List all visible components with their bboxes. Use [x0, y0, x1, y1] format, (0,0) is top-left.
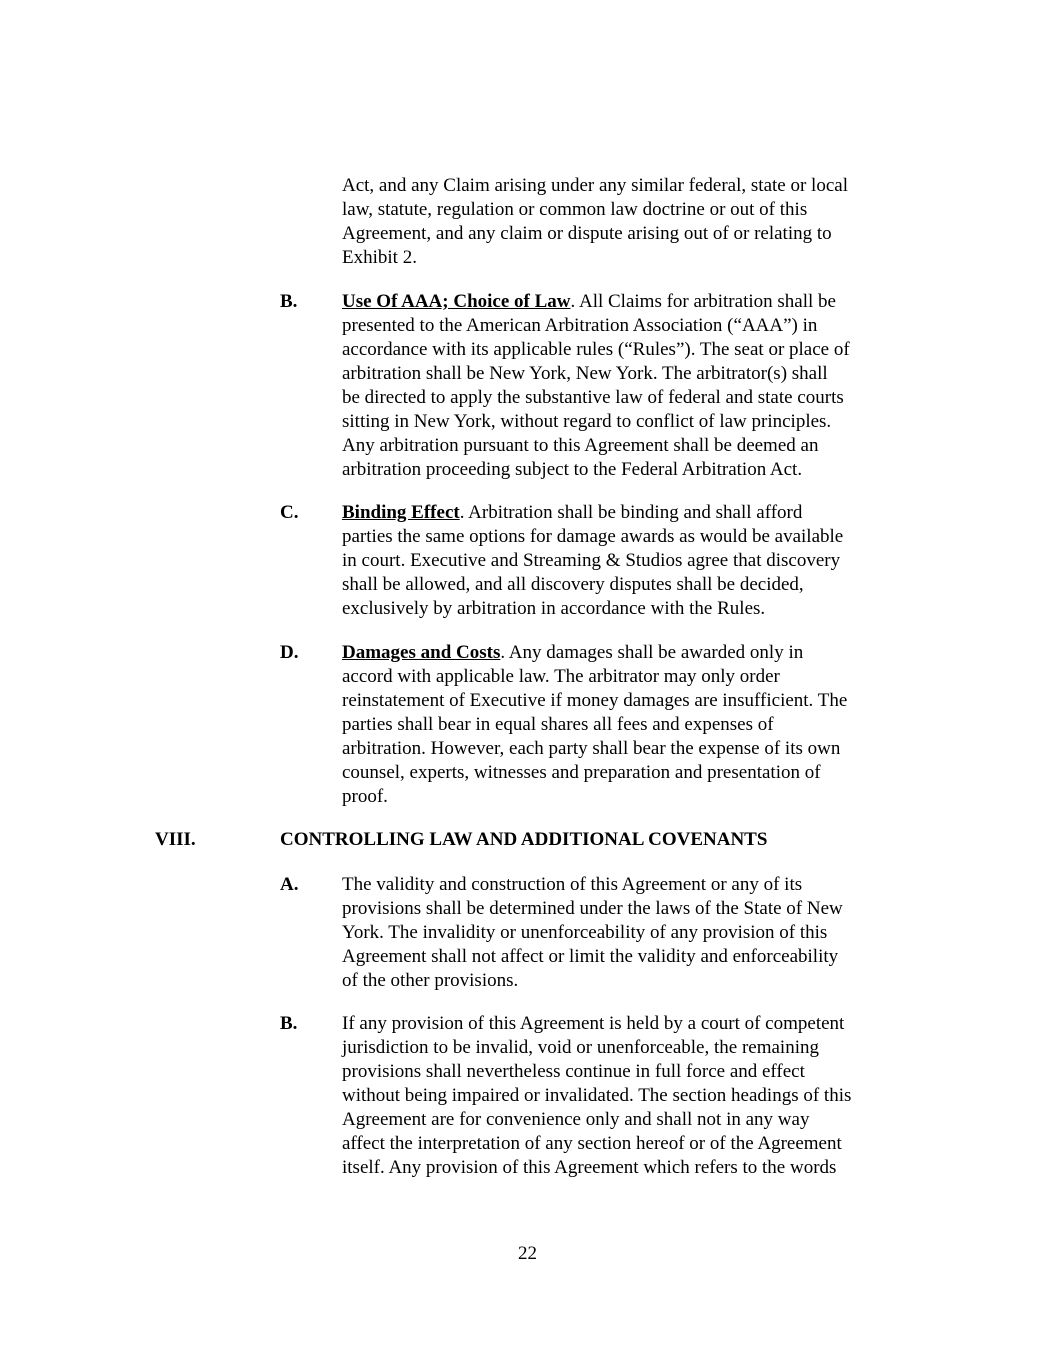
clause-text: . Arbitration shall be binding and shall afford: [459, 502, 803, 523]
clause-b-aaa-choice-of-law: [342, 290, 850, 482]
clause-body: [342, 665, 847, 809]
section-title: CONTROLLING LAW AND ADDITIONAL COVENANTS: [280, 829, 768, 850]
text-line: law, statute, regulation or common law doctrine or out of this: [342, 199, 808, 220]
text-line: Agreement shall not affect or limit the validity and enforceability: [342, 946, 839, 967]
text-line: in court. Executive and Streaming & Studios agree that discovery: [342, 550, 841, 571]
clause-label-a: A.: [280, 874, 299, 895]
text-line: reinstatement of Executive if money damages are insufficient. The: [342, 690, 848, 711]
text-line: Agreement, and any claim or dispute arising out of or relating to: [342, 223, 832, 244]
text-line: arbitration shall be New York, New York. The arbitrator(s) shall: [342, 363, 828, 384]
section-number: VIII.: [155, 829, 196, 850]
clause-heading: Use Of AAA; Choice of Law: [342, 291, 571, 312]
clause-viii-b: [342, 1012, 851, 1180]
text-line: The validity and construction of this Agreement or any of its: [342, 874, 803, 895]
clause-c-binding-effect: [342, 501, 843, 621]
clause-heading: Damages and Costs: [342, 642, 501, 663]
text-line: affect the interpretation of any section hereof or of the Agreement: [342, 1133, 842, 1154]
text-line: York. The invalidity or unenforceability of any provision of this: [342, 922, 828, 943]
clause-body: [342, 525, 843, 621]
clause-label-c: C.: [280, 502, 299, 523]
text-line: jurisdiction to be invalid, void or unenforceable, the remaining: [342, 1037, 819, 1058]
clause-text: . Any damages shall be awarded only in: [500, 642, 804, 663]
text-line: exclusively by arbitration in accordance with the Rules.: [342, 598, 766, 619]
text-line: Agreement are for convenience only and shall not in any way: [342, 1109, 810, 1130]
text-line: parties shall bear in equal shares all fees and expenses of: [342, 714, 774, 735]
clause-label-b: B.: [280, 291, 298, 312]
text-line: accordance with its applicable rules (“Rules”). The seat or place of: [342, 339, 850, 360]
clause-heading: Binding Effect: [342, 502, 460, 523]
text-line: Any arbitration pursuant to this Agreement shall be deemed an: [342, 435, 819, 456]
text-line: parties the same options for damage awards as would be available: [342, 526, 844, 547]
text-line: without being impaired or invalidated. The section headings of this: [342, 1085, 852, 1106]
text-line: shall be allowed, and all discovery disputes shall be decided,: [342, 574, 804, 595]
text-line: be directed to apply the substantive law of federal and state courts: [342, 387, 844, 408]
continuation-paragraph: [342, 174, 848, 270]
text-line: provisions shall nevertheless continue in full force and effect: [342, 1061, 805, 1082]
page-number: 22: [518, 1243, 537, 1264]
text-line: arbitration. However, each party shall bear the expense of its own: [342, 738, 841, 759]
text-line: Exhibit 2.: [342, 247, 417, 268]
clause-body: [342, 314, 850, 482]
text-line: Act, and any Claim arising under any similar federal, state or local: [342, 175, 848, 196]
clause-label-b: B.: [280, 1013, 298, 1034]
text-line: of the other provisions.: [342, 970, 519, 991]
clause-label-d: D.: [280, 642, 299, 663]
clause-viii-a: [342, 873, 843, 993]
text-line: If any provision of this Agreement is held by a court of competent: [342, 1013, 845, 1034]
text-line: sitting in New York, without regard to conflict of law principles.: [342, 411, 832, 432]
clause-text: . All Claims for arbitration shall be: [570, 291, 836, 312]
text-line: arbitration proceeding subject to the Federal Arbitration Act.: [342, 459, 803, 480]
text-line: accord with applicable law. The arbitrator may only order: [342, 666, 780, 687]
text-line: presented to the American Arbitration Association (“AAA”) in: [342, 315, 818, 336]
text-line: counsel, experts, witnesses and preparation and presentation of: [342, 762, 821, 783]
text-line: provisions shall be determined under the laws of the State of New: [342, 898, 843, 919]
clause-d-damages-costs: [342, 641, 847, 809]
text-line: itself. Any provision of this Agreement which refers to the words: [342, 1157, 837, 1178]
text-line: proof.: [342, 786, 388, 807]
